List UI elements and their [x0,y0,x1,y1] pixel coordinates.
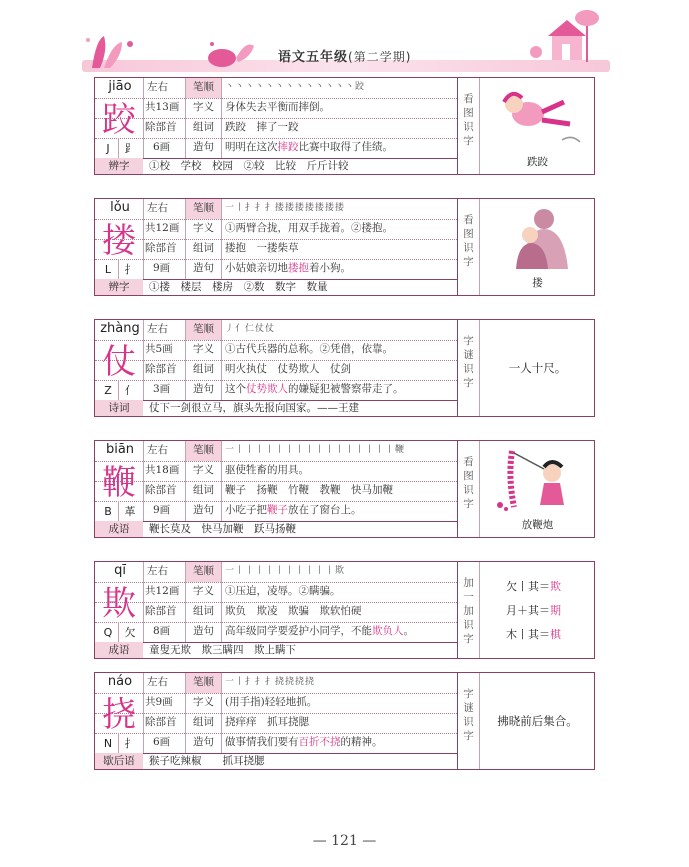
sentence-text: 比赛中取得了佳绩。 [298,141,393,153]
method-char: 字 [463,633,474,645]
flower-decoration-left-icon [82,30,142,70]
house-decoration-icon [522,10,612,66]
words-label: 组词 [193,484,214,496]
illustration-caption: 跌跤 [527,156,548,168]
structure: 左右 [147,202,168,214]
formula-result: 期 [550,604,561,617]
bottom-label: 辨字 [95,279,143,295]
method-char: 加 [463,577,474,589]
remaining-strokes: 6画 [153,141,171,153]
bottom-label: 诗词 [95,400,143,416]
method-char: 加 [463,605,474,617]
structure: 左右 [147,565,168,577]
formula-expression: 欠丨其＝ [506,580,550,593]
pinyin: náo [107,674,133,689]
sentence-highlight: 仗势欺人 [246,383,288,395]
remaining-strokes: 6画 [153,736,171,748]
words-label: 组词 [193,605,214,617]
sentence-highlight: 鞭子 [267,504,288,516]
method-char: 识 [463,242,474,254]
meaning: ①古代兵器的总称。②凭借，依靠。 [225,343,393,355]
stroke-order: 一丨扌扌扌挠挠挠挠 [225,677,316,687]
character-card-6 [94,672,595,770]
illustration-area [479,199,594,295]
bottom-content: 童叟无欺 欺三瞒四 欺上瞒下 [149,644,296,656]
sentence-label: 造句 [193,383,214,395]
sentence-label: 造句 [193,736,214,748]
formula-result: 棋 [550,628,561,641]
sentence-label: 造句 [193,625,214,637]
meaning: 身体失去平衡而摔倒。 [225,101,330,113]
meaning: ①两臂合拢，用双手拢着。②搂抱。 [225,222,393,234]
target-character: 挠 [102,695,136,735]
bottom-content: ①校 学校 校园 ②较 比较 斤斤计较 [149,160,349,172]
target-character: 鞭 [102,463,136,503]
method-char: 识 [463,484,474,496]
method-char: 字 [463,498,474,510]
flower-decoration-mid-icon [202,36,262,68]
firecracker-girl-icon [492,447,584,513]
method-label [457,78,479,174]
stroke-order-label: 笔顺 [186,673,221,693]
method-char: 字 [463,688,474,700]
meaning-label: 字义 [193,464,214,476]
illustration-area [479,320,594,416]
stroke-order: 一丨丨丨丨丨丨丨丨丨丨欺 [225,566,346,576]
stroke-order-label: 笔顺 [186,562,221,582]
character-card-5 [94,561,595,659]
meaning-label: 字义 [193,101,214,113]
character-card-4 [94,440,595,538]
pinyin: lǒu [110,200,130,215]
method-char: 看 [463,456,474,468]
method-label [457,673,479,769]
index-letter: Q [103,626,113,639]
stroke-count: 共5画 [145,343,173,355]
radical-label: 除部首 [145,242,177,254]
sentence-text: 明明在这次 [225,141,278,153]
example-words: 跌跤 摔了一跤 [225,121,299,133]
meaning-label: 字义 [193,585,214,597]
method-char: 看 [463,214,474,226]
example-sentence [225,138,393,157]
sentence-text: 的嫌疑犯被警察带走了。 [288,383,404,395]
falling-child-icon [492,84,584,150]
radical: 扌 [124,737,136,750]
index-letter: Z [104,384,112,397]
radical: 革 [124,505,136,518]
bottom-content: 仗下一剑很立马，旗头先报向国家。——王建 [149,402,359,414]
example-words: 鞭子 扬鞭 竹鞭 教鞭 快马加鞭 [225,484,393,496]
remaining-strokes: 9画 [153,504,171,516]
sentence-highlight: 摔跤 [277,141,299,153]
header-title-text: 语文五年级 [278,50,349,65]
target-character: 跤 [102,100,136,140]
method-label [457,441,479,537]
bottom-label: 歇后语 [95,753,143,769]
sentence-label: 造句 [193,141,214,153]
target-character: 仗 [102,342,136,382]
method-char: 识 [463,121,474,133]
example-sentence [225,501,362,520]
method-char: 字 [463,335,474,347]
hugging-people-icon [492,205,584,271]
character-card-3 [94,319,595,417]
index-letter: N [103,737,113,750]
sentence-label: 造句 [193,262,214,274]
words-label: 组词 [193,363,214,375]
bottom-content: 鞭长莫及 快马加鞭 跃马扬鞭 [149,523,296,535]
page-header [82,10,610,72]
sentence-highlight: 欺负人 [372,625,404,637]
formula-line [506,626,561,642]
radical-label: 除部首 [145,363,177,375]
character-card-1 [94,77,595,175]
method-char: 字 [463,135,474,147]
header-subtitle: (第二学期) [348,50,412,64]
example-sentence [225,259,351,278]
remaining-strokes: 8画 [153,625,171,637]
method-char: 谜 [463,702,474,714]
index-letter: J [106,142,110,155]
pinyin: biān [105,442,135,457]
sentence-text: 的精神。 [340,736,383,748]
stroke-order-label: 笔顺 [186,199,221,219]
stroke-order: 丿亻仁仗仗 [225,324,276,334]
radical-label: 除部首 [145,605,177,617]
formula-expression: 木丨其＝ [506,628,550,641]
words-label: 组词 [193,121,214,133]
words-label: 组词 [193,716,214,728]
method-char: 识 [463,716,474,728]
remaining-strokes: 9画 [153,262,171,274]
illustration-area [479,441,594,537]
meaning-label: 字义 [193,222,214,234]
method-char: 一 [463,591,474,603]
example-sentence [225,380,404,399]
sentence-highlight: 搂抱 [288,262,309,274]
index-letter: B [104,505,112,518]
method-char: 谜 [463,349,474,361]
header-title [278,46,411,65]
method-char: 识 [463,363,474,375]
sentence-highlight: 百折不挠 [298,736,341,748]
radical-label: 除部首 [145,484,177,496]
radical: 亻 [124,384,136,397]
stroke-count: 共9画 [145,696,173,708]
illustration-caption: 放鞭炮 [521,519,554,531]
formula-result: 欺 [550,580,561,593]
bottom-label: 辨字 [95,158,143,174]
method-char: 看 [463,93,474,105]
method-char: 图 [463,107,474,119]
sentence-text: 这个 [225,383,246,395]
page-number: — 121 — [312,833,377,849]
pinyin: qī [114,563,126,578]
method-char: 字 [463,377,474,389]
remaining-strokes: 3画 [153,383,171,395]
example-sentence [225,733,383,752]
stroke-count: 共12画 [145,222,180,234]
sentence-text: 做事情我们要有 [225,736,299,748]
stroke-order-label: 笔顺 [186,78,221,98]
illustration-area [479,78,594,174]
target-character: 搂 [102,221,136,261]
meaning: 驱使牲畜的用具。 [225,464,309,476]
stroke-order-label: 笔顺 [186,441,221,461]
character-card-2 [94,198,595,296]
bottom-label: 成语 [95,521,143,537]
sentence-text: 着小狗。 [309,262,351,274]
sentence-text: 小姑娘亲切地 [225,262,288,274]
method-char: 字 [463,256,474,268]
bottom-content: 猴子吃辣椒 抓耳挠腮 [149,755,265,767]
radical-label: 除部首 [145,716,177,728]
example-words: 挠痒痒 抓耳挠腮 [225,716,309,728]
pinyin: zhàng [100,321,140,336]
radical: ⻊ [124,142,136,155]
sentence-text: 高年级同学要爱护小同学，不能 [225,625,372,637]
meaning: ①压迫，凌辱。②瞒骗。 [225,585,341,597]
stroke-count: 共18画 [145,464,180,476]
riddle-text: 一人十尺。 [508,361,567,375]
bottom-content: ①搂 楼层 楼房 ②数 数字 数量 [149,281,328,293]
index-letter: L [104,263,112,276]
structure: 左右 [147,323,168,335]
method-char: 图 [463,470,474,482]
illustration-area [479,673,594,769]
method-label [457,562,479,658]
formula-expression: 月＋其＝ [506,604,550,617]
meaning: (用手指)轻轻地抓。 [225,696,318,708]
example-words: 搂抱 一搂柴草 [225,242,299,254]
radical-label: 除部首 [145,121,177,133]
structure: 左右 [147,676,168,688]
pinyin: jiāo [108,79,132,94]
sentence-label: 造句 [193,504,214,516]
method-label [457,320,479,416]
method-char: 识 [463,619,474,631]
method-char: 字 [463,730,474,742]
stroke-order: 丶丶丶丶丶丶丶丶丶丶丶丶丶跤 [225,82,366,92]
formula-line [506,578,561,594]
illustration-caption: 搂 [532,277,543,289]
example-sentence [225,622,414,641]
stroke-count: 共13画 [145,101,180,113]
riddle-text: 拂晓前后集合。 [497,714,578,728]
stroke-count: 共12画 [145,585,180,597]
sentence-text: 放在了窗台上。 [288,504,362,516]
structure: 左右 [147,444,168,456]
meaning-label: 字义 [193,343,214,355]
structure: 左右 [147,81,168,93]
example-words: 明火执仗 仗势欺人 仗剑 [225,363,351,375]
formula-line [506,602,561,618]
radical: 欠 [124,626,136,639]
stroke-order-label: 笔顺 [186,320,221,340]
radical: 扌 [124,263,136,276]
meaning-label: 字义 [193,696,214,708]
sentence-text: 。 [403,625,414,637]
sentence-text: 小吃子把 [225,504,267,516]
stroke-order: 一丨扌扌扌搂搂搂搂搂搂搂 [225,203,346,213]
target-character: 欺 [102,584,136,624]
method-label [457,199,479,295]
example-words: 欺负 欺凌 欺骗 欺软怕硬 [225,605,362,617]
method-char: 图 [463,228,474,240]
bottom-label: 成语 [95,642,143,658]
stroke-order: 一丨丨丨丨丨丨丨丨丨丨丨丨丨丨丨丨鞭 [225,445,406,455]
words-label: 组词 [193,242,214,254]
illustration-area [479,562,594,658]
